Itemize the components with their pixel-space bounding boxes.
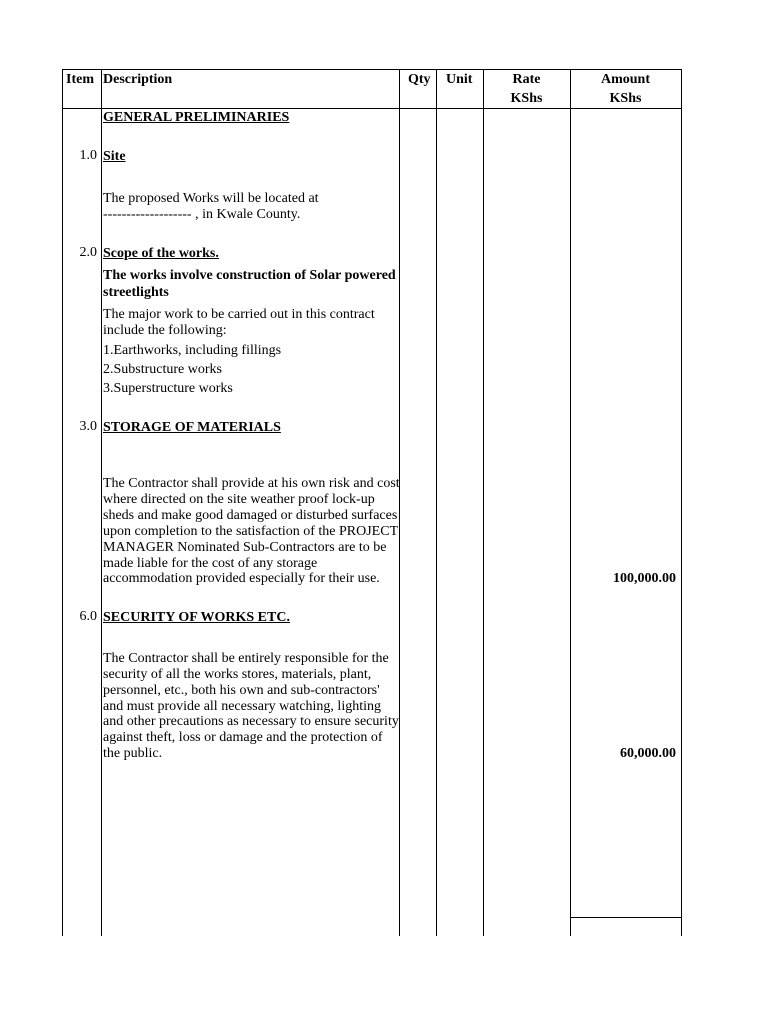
- site-body-line1: The proposed Works will be located at: [103, 191, 319, 206]
- item-number-3: 3.0: [79, 419, 97, 434]
- header-amount-line2: KShs: [609, 91, 642, 106]
- section-title-security: SECURITY OF WORKS ETC.: [103, 610, 290, 625]
- col-border-description: [399, 69, 400, 936]
- security-body-line3: personnel, etc., both his own and sub-contractors': [103, 683, 380, 698]
- col-border-left: [62, 69, 63, 936]
- security-body-line7: the public.: [103, 746, 163, 761]
- header-unit: Unit: [446, 72, 473, 87]
- section-title-storage: STORAGE OF MATERIALS: [103, 420, 281, 435]
- boq-table: [62, 69, 682, 936]
- header-description: Description: [103, 72, 173, 87]
- storage-body-line6: made liable for the cost of any storage: [103, 556, 318, 571]
- header-bottom-border: [62, 108, 682, 109]
- header-rate: [483, 70, 570, 108]
- header-rate-line2: KShs: [510, 91, 543, 106]
- storage-body-line4: upon completion to the satisfaction of the PROJECT: [103, 524, 399, 539]
- header-amount-line1: Amount: [600, 72, 650, 87]
- security-body-line2: security of all the works stores, materials, plant,: [103, 667, 372, 682]
- storage-body-line5: MANAGER Nominated Sub-Contractors are to be: [103, 540, 387, 555]
- storage-body-line1: The Contractor shall provide at his own risk and cost: [103, 476, 400, 491]
- col-border-qty: [436, 69, 437, 936]
- section-title-site: Site: [103, 149, 126, 164]
- col-border-rate: [570, 69, 571, 936]
- scope-bold-line2: streetlights: [103, 285, 169, 300]
- scope-bold-line1: The works involve construction of Solar powered: [103, 268, 396, 283]
- scope-list-item-2: 2.Substructure works: [103, 362, 222, 377]
- item-number-6: 6.0: [79, 609, 97, 624]
- col-border-unit: [483, 69, 484, 936]
- storage-body-line7: accommodation provided especially for their use.: [103, 571, 380, 586]
- scope-body-line1: The major work to be carried out in this contract: [103, 307, 375, 322]
- section-title-scope: Scope of the works.: [103, 246, 219, 261]
- amount-total-line: [570, 917, 682, 918]
- security-body-line5: and other precautions as necessary to ensure security: [103, 714, 399, 729]
- section-title-general: GENERAL PRELIMINARIES: [103, 110, 290, 125]
- header-rate-line1: Rate: [512, 72, 541, 87]
- site-body-line2: ------------------- , in Kwale County.: [103, 207, 301, 222]
- security-body-line4: and must provide all necessary watching, lighting: [103, 699, 381, 714]
- item-number-2: 2.0: [79, 245, 97, 260]
- storage-amount: 100,000.00: [613, 571, 676, 586]
- storage-body-line2: where directed on the site weather proof lock-up: [103, 492, 375, 507]
- scope-list-item-1: 1.Earthworks, including fillings: [103, 343, 282, 358]
- scope-list-item-3: 3.Superstructure works: [103, 381, 233, 396]
- col-border-item: [101, 69, 102, 936]
- security-body-line6: against theft, loss or damage and the protection of: [103, 730, 383, 745]
- scope-body-line2: include the following:: [103, 323, 227, 338]
- security-amount: 60,000.00: [620, 746, 676, 761]
- header-item: Item: [66, 72, 94, 87]
- storage-body-line3: sheds and make good damaged or disturbed surfaces: [103, 508, 398, 523]
- item-number-1: 1.0: [79, 148, 97, 163]
- header-amount: [570, 70, 681, 108]
- security-body-line1: The Contractor shall be entirely responsible for the: [103, 651, 389, 666]
- header-qty: Qty: [408, 72, 431, 87]
- col-border-right: [681, 69, 682, 936]
